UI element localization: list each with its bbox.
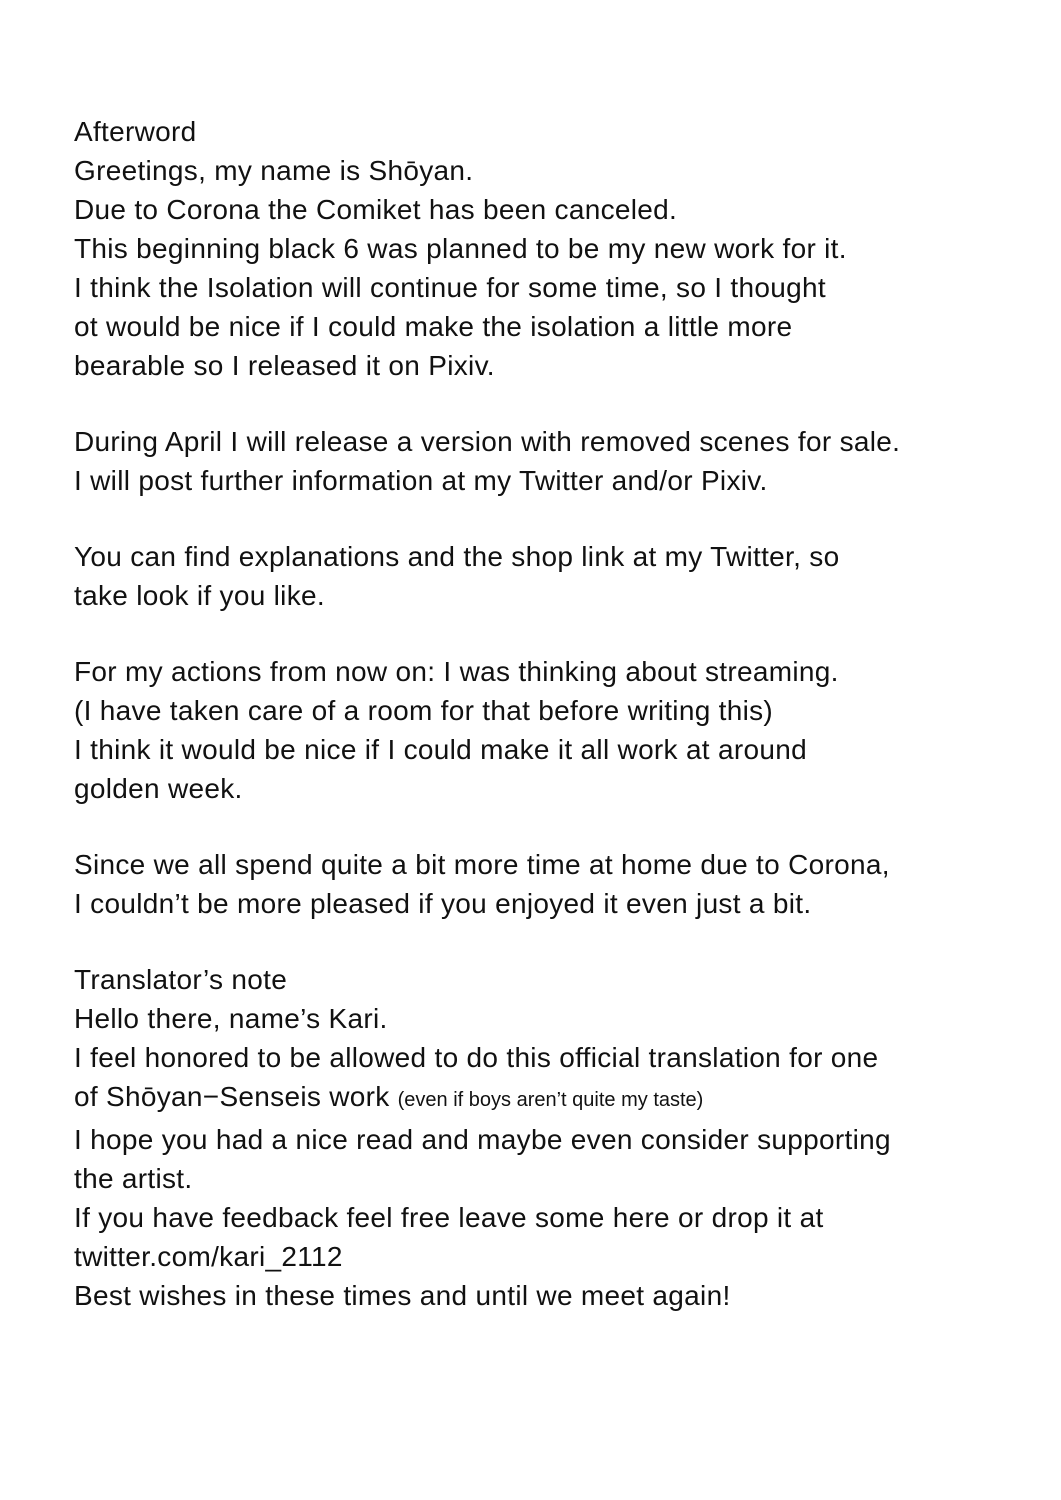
text-line: ot would be nice if I could make the isolation a little more [74, 311, 793, 342]
text-line: golden week. [74, 773, 243, 804]
text-line: Greetings, my name is Shōyan. [74, 155, 474, 186]
text-line: You can find explanations and the shop link at my Twitter, so [74, 541, 840, 572]
sensei-line [74, 1077, 1011, 1120]
text-line: Hello there, name’s Kari. [74, 1003, 388, 1034]
text-line: For my actions from now on: I was thinking about streaming. [74, 656, 839, 687]
afterword-heading: Afterword [74, 116, 197, 147]
paragraph-april-release [74, 422, 1011, 500]
text-line: I think the Isolation will continue for some time, so I thought [74, 272, 826, 303]
text-line: I will post further information at my Twitter and/or Pixiv. [74, 465, 768, 496]
twitter-handle-line: twitter.com/kari_2112 [74, 1241, 343, 1272]
text-line: If you have feedback feel free leave some here or drop it at [74, 1202, 824, 1233]
text-line: the artist. [74, 1163, 193, 1194]
text-line: I couldn’t be more pleased if you enjoyed it even just a bit. [74, 888, 812, 919]
paragraph-intro [74, 112, 1011, 385]
text-line: During April I will release a version with removed scenes for sale. [74, 426, 901, 457]
text-line: Since we all spend quite a bit more time at home due to Corona, [74, 849, 890, 880]
text-line: take look if you like. [74, 580, 325, 611]
paragraph-shop-link [74, 537, 1011, 615]
text-line: (I have taken care of a room for that before writing this) [74, 695, 774, 726]
paragraph-translator-note [74, 960, 1011, 1315]
text-line: I hope you had a nice read and maybe even consider supporting [74, 1124, 891, 1155]
translator-note-heading: Translator’s note [74, 964, 288, 995]
paragraph-future-plans [74, 652, 1011, 808]
sensei-line-main: of Shōyan−Senseis work [74, 1081, 398, 1112]
text-line: Best wishes in these times and until we meet again! [74, 1280, 731, 1311]
paragraph-closing [74, 845, 1011, 923]
text-block [74, 112, 1011, 1315]
text-line: I think it would be nice if I could make it all work at around [74, 734, 807, 765]
text-line: bearable so I released it on Pixiv. [74, 350, 495, 381]
sensei-line-aside: (even if boys aren’t quite my taste) [397, 1089, 704, 1111]
text-line: This beginning black 6 was planned to be my new work for it. [74, 233, 847, 264]
text-line: I feel honored to be allowed to do this official translation for one [74, 1042, 879, 1073]
text-line: Due to Corona the Comiket has been canceled. [74, 194, 678, 225]
